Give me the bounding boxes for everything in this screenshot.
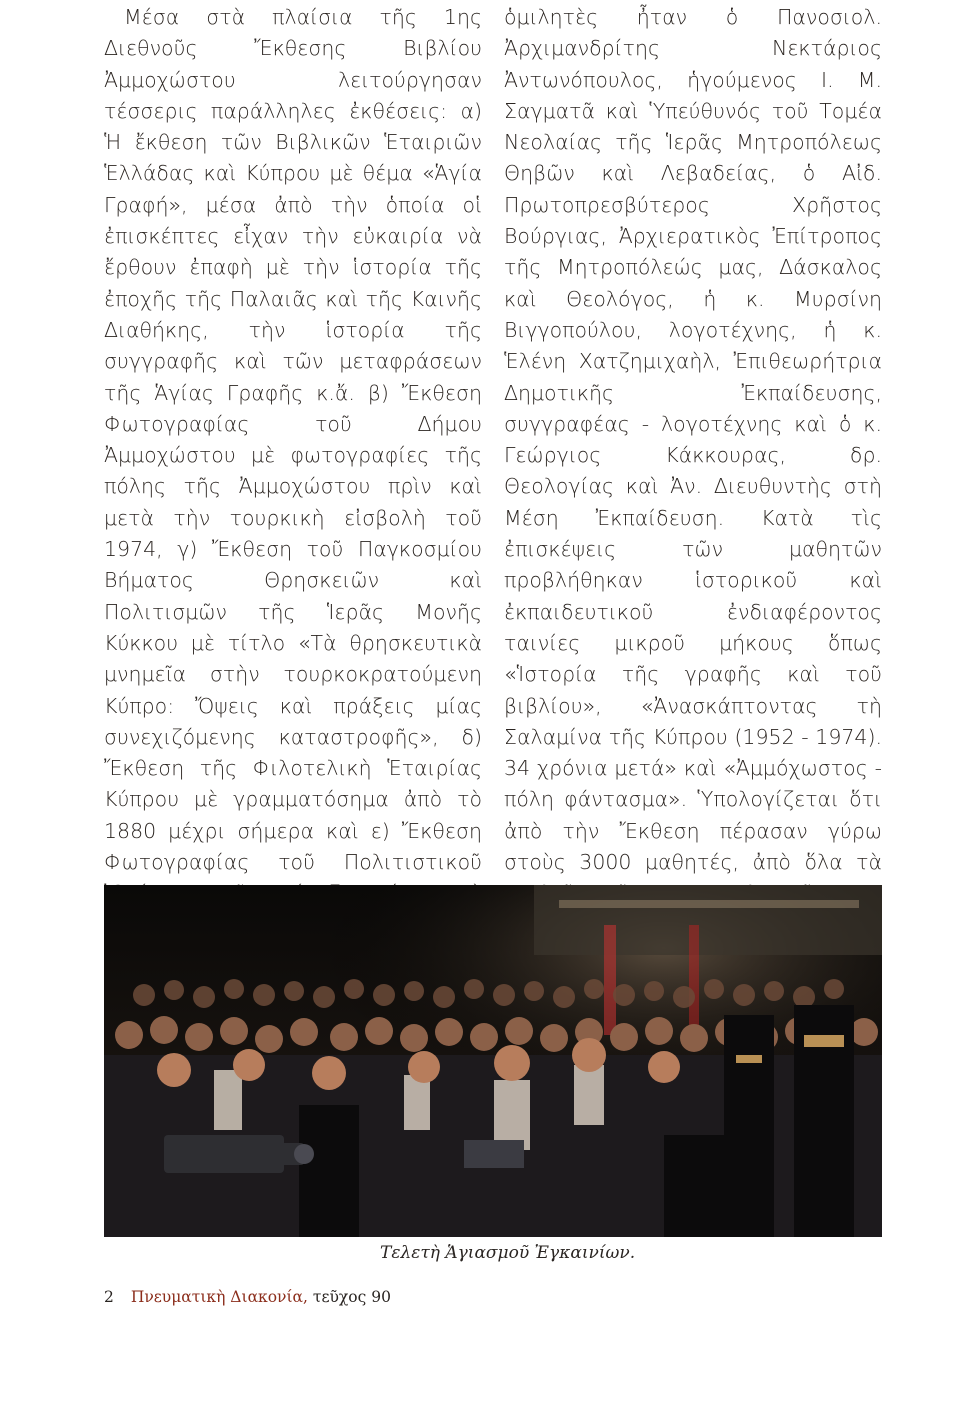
right-paragraph-1: ὁμιλητὲς ἦταν ὁ Πανοσιολ. Ἀρχιμανδρίτης Νεκτάριος Ἀντωνόπουλος, ἡγούμενος Ι. Μ. Σαγματᾶ καὶ Ὑπεύθυνός τοῦ Τομέα Νεολαίας τῆς Ἱερᾶς Μητροπόλεως Θηβῶν καὶ Λεβαδείας, ὁ Αἰδ. Πρωτοπρεσβύτερος Χρῆστος Βούργιας, Ἀρχιερατικὸς Ἐπίτροπος τῆς Μητροπόλεώς μας, Δάσκαλος καὶ Θεολόγος, ἡ κ. Μυρσίνη Βιγγοπούλου, λογοτέχνης, ἡ κ. Ἑλένη Χατζημιχαὴλ, Ἐπιθεωρήτρια Δημοτικῆς Ἐκπαίδευσης, συγγραφέας - λογοτέχνης καὶ ὁ κ. Γεώργιος Κάκκουρας, δρ. Θεολογίας καὶ Ἀν. Διευθυντὴς στὴ Μέση Ἐκπαίδευση. Κατὰ τὶς ἐπισκέψεις τῶν μαθητῶν προβλήθηκαν ἱστορικοῦ καὶ ἐκπαιδευτικοῦ ἐνδιαφέροντος ταινίες μικροῦ μήκους ὅπως «Ἱστορία τῆς γραφῆς καὶ τοῦ βιβλίου», «Ἀνασκάπτοντας τὴ Σαλαμίνα τῆς Κύπρου (1952 - 1974). 34 χρόνια μετά» καὶ «Ἀμμόχωστος - πόλη φάντασμα». Ὑπολογίζεται ὅτι ἀπὸ τὴν Ἔκθεση πέρασαν γύρω στοὺς 3000 μαθητές, ἀπὸ ὅλα τὰ xyxy=(504,5,882,875)
page-footer xyxy=(104,1288,391,1306)
ceremony-photo xyxy=(104,885,882,1237)
issue-number: τεῦχος 90 xyxy=(312,1288,391,1306)
magazine-title: Πνευματικὴ Διακονία, xyxy=(130,1288,308,1306)
page-number: 2 xyxy=(104,1288,114,1306)
photo-caption: Τελετὴ Ἁγιασμοῦ Ἐγκαινίων. xyxy=(380,1243,636,1263)
ceremony-photo-illustration xyxy=(104,885,882,1237)
left-paragraph-1: Μέσα στὰ πλαίσια τῆς 1ης Διεθνοῦς Ἔκθεσης Βιβλίου Ἀμμοχώστου λειτούργησαν τέσσερις παράλληλες ἐκθέσεις: α) Ἡ ἔκθεση τῶν Βιβλικῶν Ἑταιριῶν Ἑλλάδας καὶ Κύπρου μὲ θέμα «Ἁγία Γραφή», μέσα ἀπὸ τὴν ὁποία οἱ ἐπισκέπτες εἶχαν τὴν εὐκαιρία νὰ ἔρθουν ἐπαφὴ μὲ τὴν ἱστορία τῆς ἐποχῆς τῆς Παλαιᾶς καὶ τῆς Καινῆς Διαθήκης, τὴν ἱστορία τῆς συγγραφῆς καὶ τῶν μεταφράσεων τῆς Ἁγίας Γραφῆς κ.ἄ. β) Ἔκθεση Φωτογραφίας τοῦ Δήμου Ἀμμοχώστου μὲ φωτογραφίες τῆς πόλης τῆς Ἀμμοχώστου πρὶν καὶ μετὰ τὴν τουρκικὴ εἰσβολὴ τοῦ 1974, γ) Ἔκθεση τοῦ Παγκοσμίου Βήματος Θρησκειῶν καὶ Πολιτισμῶν τῆς Ἱερᾶς Μονῆς Κύκκου μὲ τίτλο «Τὰ θρησκευτικὰ μνημεῖα στὴν τουρκοκρατούμενη Κύπρο: Ὄψεις καὶ πράξεις μίας συνεχιζόμενης καταστροφῆς», δ) Ἔκθεση τῆς Φιλοτελικὴ Ἑταιρίας Κύπρου μὲ γραμματόσημα ἀπὸ τὸ 1880 μέχρι σήμερα καὶ ε) Ἔκθεση Φωτογραφίας τοῦ Πολιτιστικοῦ xyxy=(104,5,482,875)
